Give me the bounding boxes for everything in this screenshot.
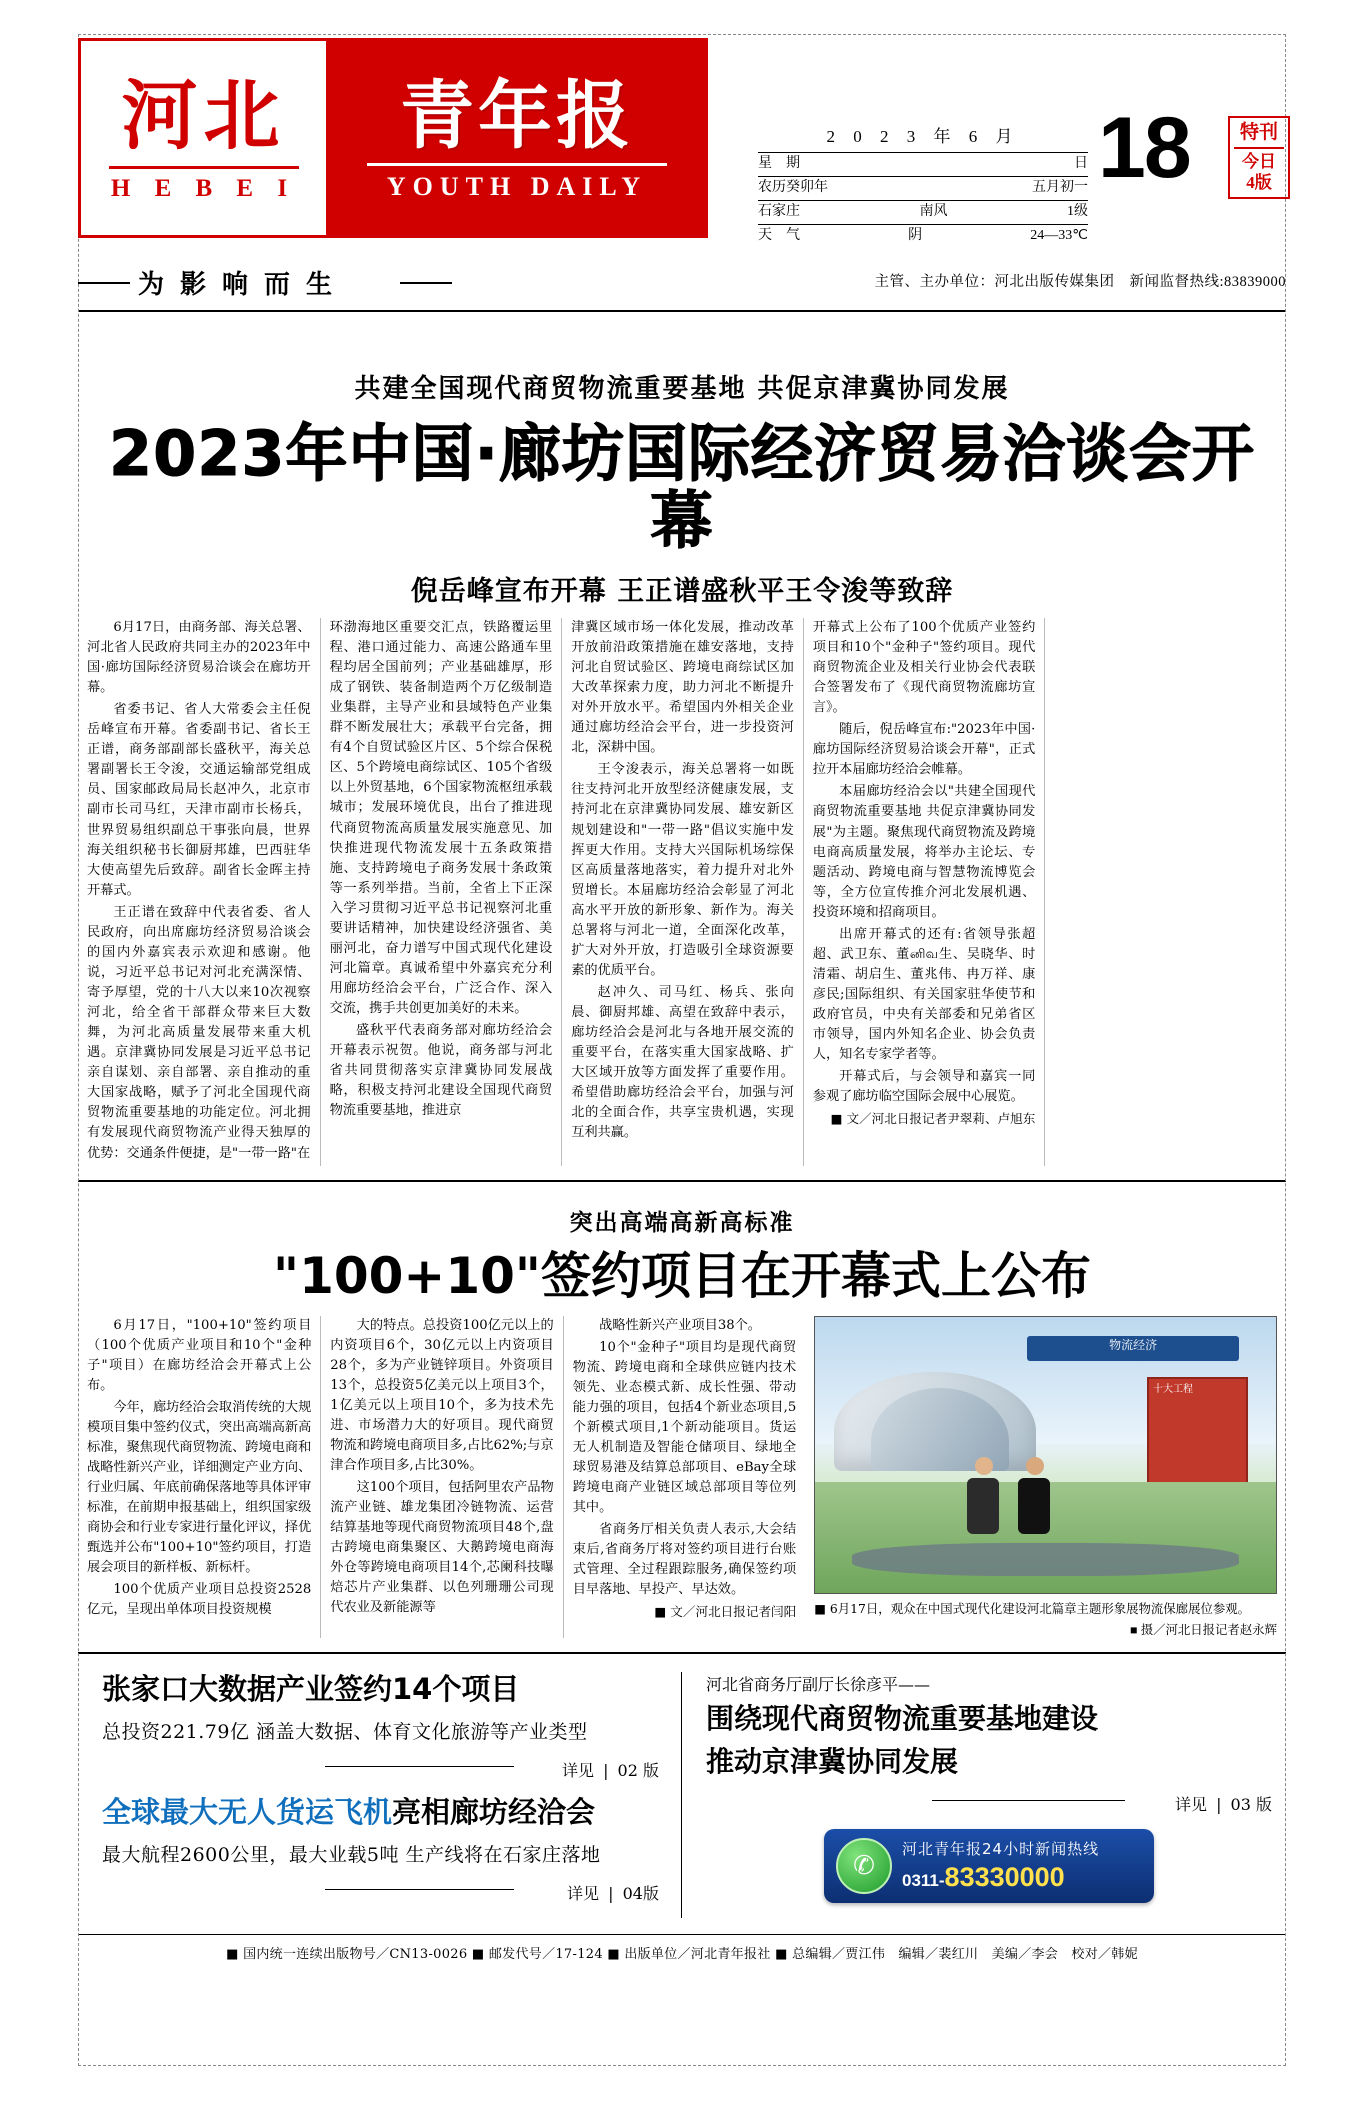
badge-divider xyxy=(1234,147,1284,149)
lead-byline: ■ 文／河北日报记者尹翠莉、卢旭东 xyxy=(830,1111,1036,1127)
lunar-label: 农历癸卯年 xyxy=(758,179,828,195)
promo-1-see-label: 详见 xyxy=(561,1761,594,1780)
logo-right-block xyxy=(329,41,705,235)
promo-1-seemore-rule xyxy=(325,1766,514,1767)
phone-icon: ✆ xyxy=(836,1838,892,1894)
visitor-1-head xyxy=(975,1457,993,1475)
lead-c1-p2: 省委书记、省人大常委会主任倪岳峰宣布开幕。省委副书记、省长王正谱，商务部副部长盛秋平，海关总署副署长王令浚，交通运输部党组成员、国家邮政局局长赵冲久，北京市副市长司马红，天津市副市长杨兵，世界贸易组织副总干事张向晨，世界海关组织秘书长御厨邦雄，巴西驻华大使高望先后致辞。副省长金晖主持开幕式。 xyxy=(87,702,311,898)
masthead xyxy=(78,28,1286,258)
lead-headline: 2023年中国·廊坊国际经济贸易洽谈会开幕 xyxy=(108,417,1256,557)
lead-c3-p1: 津冀区域市场一体化发展，推动改革开放前沿政策措施在雄安落地，支持河北自贸试验区、跨境电商综试区加大改革探索力度，助力河北不断提升对外开放水平。希望国内外相关企业通过廊坊经洽会平台，进一步投资河北，深耕中国。 xyxy=(571,619,794,756)
bottom-promo-area xyxy=(78,1654,1286,1918)
weekday-label: 星 期 xyxy=(758,155,800,171)
hotline-label: 河北青年报24小时新闻热线 xyxy=(902,1840,1100,1859)
story2-c1-p2: 今年，廊坊经洽会取消传统的大规模项目集中签约仪式，突出高端高新高标准，聚焦现代商贸物流、跨境电商和战略性新兴产业，详细测定产业方向、行业归属、年底前确保落地等具体评审标准，在前期申报基础上，组织国家级商协会和行业专家进行量化评议，择优甄选并公布"100+10"签约项目，打造展会项目的新样板、新标杆。 xyxy=(87,1399,312,1576)
logo-right-english: YOUTH DAILY xyxy=(386,171,648,201)
colophon: ■ 国内统一连续出版物号／CN13-0026 ■ 邮发代号／17-124 ■ 出版单位／河北青年报社 ■ 总编辑／贾江伟 编辑／裴红川 美编／李会 校对／韩妮 xyxy=(226,1946,1138,1962)
promo-3-see-label: 详见 xyxy=(1174,1794,1207,1814)
story2-c1-p1: 6月17日，"100+10"签约项目（100个优质产业项目和10个"金种子"项目）在廊坊经洽会开幕式上公布。 xyxy=(87,1317,312,1393)
hotline-text-block xyxy=(902,1838,1099,1893)
promo-2-see-label: 详见 xyxy=(567,1883,600,1903)
story2-kicker: 突出高端高新高标准 xyxy=(569,1209,795,1236)
newspaper-logo[interactable] xyxy=(78,38,708,238)
weather-label: 天 气 xyxy=(758,227,800,243)
lead-column-4 xyxy=(803,618,1045,1166)
badge-line-1: 特刊 xyxy=(1239,122,1278,143)
promo-2-title-highlight: 全球最大无人货运飞机 xyxy=(102,1795,393,1829)
lead-column-2 xyxy=(320,618,562,1166)
logo-divider xyxy=(109,166,299,169)
logo-right-chinese: 青年报 xyxy=(400,72,634,159)
story2-c3-p3: 省商务厅相关负责人表示,大会结束后,省商务厅将对签约项目进行台账式管理、全过程跟踪服务,确保签约项目早落地、早投产、早达效。 xyxy=(572,1522,797,1598)
lead-c4-p1: 开幕式上公布了100个优质产业签约项目和10个"金种子"签约项目。现代商贸物流企业及相关行业协会代表联合签署发布了《现代商贸物流廊坊宣言》。 xyxy=(812,619,1036,716)
lead-c2-p1: 环渤海地区重要交汇点，铁路覆运里程、港口通过能力、高速公路通车里程均居全国前列；产业基础雄厚，形成了钢铁、装备制造两个万亿级制造业集群，主导产业和县域特色产业集群不断发展壮大；承载平台完备，拥有4个自贸试验区片区、5个综合保税区、5个跨境电商综试区、105个省级以上外贸基地，6个国家物流枢纽承载城市；发展环境优良，出台了推进现代商贸物流高质量发展实施意见、加快推进现代物流发展十五条政策措施、支持跨境电子商务发展十条政策等一系列举措。当前，全省上下正深入学习贯彻习近平总书记视察河北重要讲话精神，加快建设经济强省、美丽河北，奋力谱写中国式现代化建设河北篇章。真诚希望中外嘉宾充分利用廊坊经洽会平台，广泛合作、深入交流，携手共创更加美好的未来。 xyxy=(329,619,553,1017)
promo-item-interview[interactable] xyxy=(706,1672,1272,1815)
story2-column-3 xyxy=(563,1316,805,1639)
promo-3-seemore[interactable] xyxy=(706,1786,1272,1815)
publication-date: 2 0 2 3 年 6 月 xyxy=(826,127,1020,146)
promo-item-cargo-plane[interactable] xyxy=(102,1795,659,1904)
story2-byline: ■ 文／河北日报记者闫阳 xyxy=(654,1604,797,1620)
visitor-2-head xyxy=(1026,1457,1044,1475)
promo-1-page: 02 版 xyxy=(617,1761,659,1780)
date-weather-block xyxy=(758,126,1088,246)
lead-column-3 xyxy=(561,618,803,1166)
logo-left-block xyxy=(81,41,329,235)
promo-right-column xyxy=(682,1672,1286,1918)
story2-photo-column xyxy=(805,1316,1286,1639)
logo-english-name: H E B E I xyxy=(110,174,297,202)
photo-credit: ■ 摄／河北日报记者赵永辉 xyxy=(1130,1623,1277,1638)
lead-kicker: 共建全国现代商贸物流重要基地 共促京津冀协同发展 xyxy=(354,374,1010,404)
promo-2-seemore-rule xyxy=(325,1889,514,1890)
exhibition-photo xyxy=(814,1316,1277,1594)
weekday-row xyxy=(758,152,1088,174)
paper-slogan: 为影响而生 xyxy=(138,270,349,300)
lead-c3-p2: 王令浚表示，海关总署将一如既往支持河北开放型经济健康发展，支持河北在京津冀协同发展、雄安新区规划建设和"一带一路"倡议实施中发挥更大作用。支持大兴国际机场综保区高质量落地落实，着力提升对北外贸增长。本届廊坊经洽会彰显了河北高水平开放的新形象、新作为。海关总署将与河北一道，全面深化改革，扩大对外开放，打造吸引全球资源要素的优质平台。 xyxy=(571,762,794,978)
lead-story-header xyxy=(78,312,1286,608)
promo-3-separator: | xyxy=(1216,1794,1222,1814)
second-story-columns xyxy=(78,1316,1286,1639)
special-edition-badge xyxy=(1228,116,1290,199)
badge-line-3: 4版 xyxy=(1246,173,1272,192)
lead-subheadline: 倪岳峰宣布开幕 王正谱盛秋平王令浚等致辞 xyxy=(410,575,954,607)
story2-c3-p2: 10个"金种子"项目均是现代商贸物流、跨境电商和全球供应链内技术领先、业态模式新、成长性强、带动能力强的项目，包括4个新业态项目,5个新模式项目,1个新动能项目。货运无人机制造及智能仓储项目、绿地全球贸易港及结算总部项目、eBay全球跨境电商产业链区域总部项目等位列其中。 xyxy=(572,1339,797,1516)
story2-c1-p3: 100个优质产业项目总投资2528亿元，呈现出单体项目投资规模 xyxy=(87,1582,312,1618)
promo-3-title-line1: 围绕现代商贸物流重要基地建设 xyxy=(706,1702,1099,1736)
lead-c2-p2: 盛秋平代表商务部对廊坊经洽会开幕表示祝贺。他说，商务部与河北省共同贯彻落实京津冀协同发展战略，积极支持河北建设全国现代商贸物流重要基地，推进京 xyxy=(329,1023,553,1119)
lead-story-columns xyxy=(78,618,1286,1166)
wind-value: 1级 xyxy=(1067,203,1088,219)
lunar-value: 五月初一 xyxy=(1032,179,1088,195)
promo-2-title-rest: 亮相廊坊经洽会 xyxy=(392,1795,596,1829)
promo-2-page: 04版 xyxy=(622,1883,659,1903)
lead-c4-p5: 开幕式后，与会领导和嘉宾一同参观了廊坊临空国际会展中心展览。 xyxy=(812,1069,1036,1105)
photo-visitor-2 xyxy=(1018,1457,1052,1543)
lead-c3-p3: 赵冲久、司马红、杨兵、张向晨、御厨邦雄、高望在致辞中表示，廊坊经洽会是河北与各地开展交流的重要平台，在落实重大国家战略、扩大区域开放等方面发挥了重要作用。希望借助廊坊经洽会平台，加强与河北的全面合作，共享宝贵机遇，实现互利共赢。 xyxy=(571,985,794,1141)
visitor-2-body xyxy=(1018,1478,1050,1534)
photo-display-board: 十大工程 xyxy=(1147,1377,1248,1487)
photo-visitor-1 xyxy=(967,1457,1001,1543)
promo-2-title xyxy=(102,1795,659,1830)
lead-column-1 xyxy=(78,618,320,1166)
lead-column-5 xyxy=(1044,618,1286,1166)
promo-1-title: 张家口大数据产业签约14个项目 xyxy=(102,1672,520,1707)
hotline-number xyxy=(902,1862,1099,1893)
promo-2-subtitle: 最大航程2600公里，最大业载5吨 生产线将在石家庄落地 xyxy=(102,1843,601,1866)
photo-road xyxy=(852,1543,1239,1576)
lunar-row xyxy=(758,176,1088,198)
promo-3-title-line2: 推动京津冀协同发展 xyxy=(706,1744,959,1778)
promo-2-separator: | xyxy=(608,1883,614,1903)
badge-line-2: 今日 xyxy=(1242,151,1276,171)
news-hotline-banner[interactable] xyxy=(824,1829,1154,1903)
lead-c4-p3: 本届廊坊经洽会以"共建全国现代商贸物流重要基地 共促京津冀协同发展"为主题。聚焦现代商贸物流及跨境电商高质量发展，将举办主论坛、专题活动、跨境电商与智慧物流博览会等，全方位宣传推介河北发展机遇、投资环境和招商项目。 xyxy=(812,784,1036,920)
promo-1-separator: | xyxy=(603,1761,609,1780)
logo-right-divider xyxy=(367,163,667,166)
wind-label: 南风 xyxy=(919,203,948,219)
city-wind-row xyxy=(758,200,1088,222)
weekday-value: 日 xyxy=(1074,155,1088,171)
story2-column-1 xyxy=(78,1316,320,1639)
lead-c1-p1: 6月17日，由商务部、海关总署、河北省人民政府共同主办的2023年中国·廊坊国际经济贸易洽谈会在廊坊开幕。 xyxy=(87,619,311,696)
city-label: 石家庄 xyxy=(758,203,800,219)
promo-3-eyebrow: 河北省商务厅副厅长徐彦平—— xyxy=(706,1675,931,1695)
promo-3-seemore-rule xyxy=(932,1800,1124,1801)
promo-3-page: 03 版 xyxy=(1230,1794,1272,1814)
promo-2-seemore[interactable] xyxy=(102,1875,659,1904)
photo-caption: ■ 6月17日，观众在中国式现代化建设河北篇章主题形象展物流保廊展位参观。 xyxy=(814,1600,1251,1616)
weather-value: 阴 xyxy=(908,227,923,243)
story2-c2-p2: 这100个项目，包括阿里农产品物流产业链、雄龙集团冷链物流、运营结算基地等现代商贸物流项目48个,盘古跨境电商集聚区、大鹅跨境电商海外仓等跨境电商项目14个,芯阑科技曝焙芯片产业集群、以色列珊珊公司现代农业及新能源等 xyxy=(330,1480,554,1616)
lead-c4-p2: 随后，倪岳峰宣布:"2023年中国·廊坊国际经济贸易洽谈会开幕"，正式拉开本届廊坊经洽会帷幕。 xyxy=(812,722,1036,778)
lead-c1-p3: 王正谱在致辞中代表省委、省人民政府，向出席廊坊经济贸易洽谈会的国内外嘉宾表示欢迎和感谢。他说，习近平总书记对河北充满深情、寄予厚望，党的十八大以来10次视察河北，给全省干部群众带来巨大数舞，为河北高质量发展带来重大机遇。京津冀协同发展是习近平总书记亲自谋划、亲自部署、亲自推动的重大国家战略，赋予了河北全国现代商贸物流重要基地的功能定位。河北拥有发展现代商贸物流产业得天独厚的优势：交通条件便捷，是"一带一路"在 xyxy=(87,904,311,1161)
visitor-1-body xyxy=(967,1478,999,1534)
logo-chinese-name: 河北 xyxy=(121,70,286,160)
photo-banner: 物流经济 xyxy=(1027,1336,1239,1361)
promo-1-seemore[interactable] xyxy=(102,1752,659,1781)
second-story-header xyxy=(78,1182,1286,1304)
temperature-value: 24—33℃ xyxy=(1030,227,1088,243)
publisher-info: 主管、主办单位：河北出版传媒集团 新闻监督热线:83839000 xyxy=(874,274,1286,290)
promo-1-subtitle: 总投资221.79亿 涵盖大数据、体育文化旅游等产业类型 xyxy=(102,1721,588,1743)
slogan-row xyxy=(78,264,1286,304)
hotline-main-number: 83330000 xyxy=(944,1862,1065,1893)
issue-day-number: 18 xyxy=(1098,100,1190,196)
promo-item-zhangjiakou[interactable] xyxy=(102,1672,659,1781)
promo-left-column xyxy=(78,1672,682,1918)
hotline-prefix: 0311- xyxy=(902,1871,945,1891)
slogan-rule-left xyxy=(78,282,130,284)
lead-c4-p4: 出席开幕式的还有:省领导张超超、武卫东、董னிவ生、吴晓华、时清霜、胡启生、董兆伟、冉万祥、康彦民;国际组织、有关国家驻华使节和政府官员，中央有关部委和兄弟省区市领导，国内外知名企业、协会负责人，知名专家学者等。 xyxy=(812,926,1036,1063)
story2-c2-p1: 大的特点。总投资100亿元以上的内资项目6个，30亿元以上内资项目28个，多为产业链锌项目。外资项目13个，总投资5亿美元以上项目3个，1亿美元以上项目10个，多为技术先进、市场潜力大的好项目。现代商贸物流和跨境电商项目多,占比62%;与京津合作项目多,占比30%。 xyxy=(330,1317,554,1474)
story2-column-2 xyxy=(320,1316,562,1639)
slogan-rule-right xyxy=(400,282,452,284)
weather-row xyxy=(758,224,1088,246)
story2-headline: "100+10"签约项目在开幕式上公布 xyxy=(273,1246,1091,1305)
story2-c3-p1: 战略性新兴产业项目38个。 xyxy=(599,1317,761,1333)
